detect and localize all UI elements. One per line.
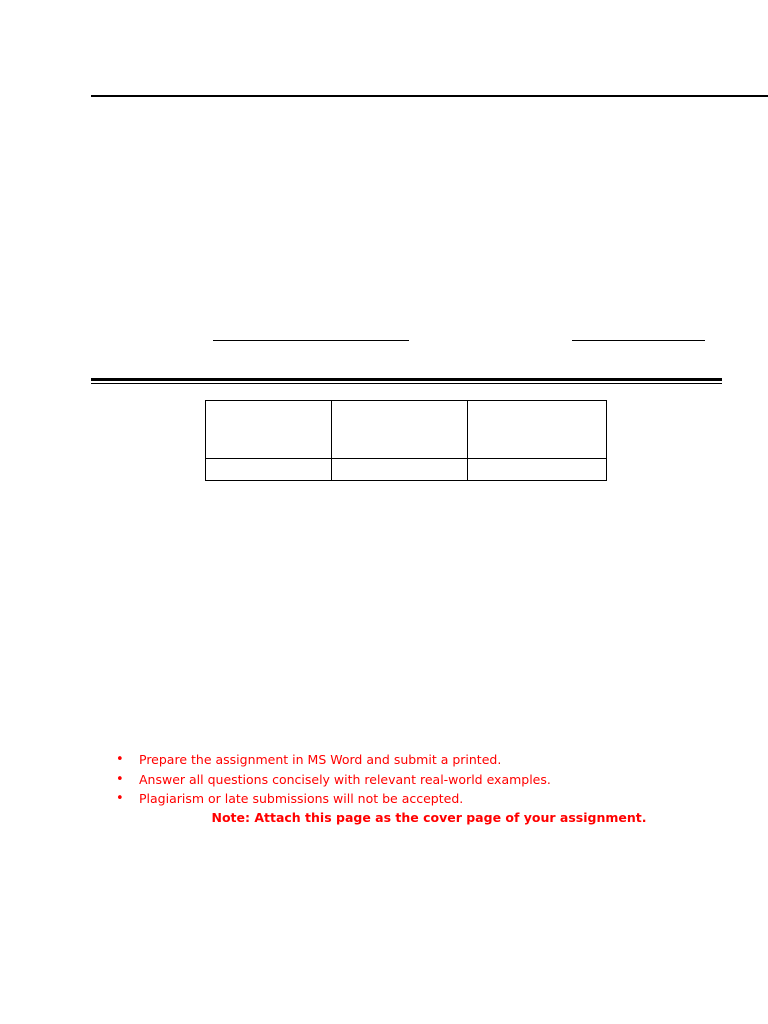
instruction-text: Prepare the assignment in MS Word and submit a printed. [139,752,502,767]
signature-blank-line [213,340,409,341]
table-row [206,459,607,481]
date-blank-line [572,340,705,341]
bullet-icon: • [116,771,124,787]
double-rule-thin-line [91,383,722,384]
cover-page-note: Note: Attach this page as the cover page of your assignment. [211,810,647,825]
top-horizontal-rule [91,95,768,97]
table-cell [468,401,607,459]
instruction-text: Plagiarism or late submissions will not be accepted. [139,791,464,806]
double-rule-thick-line [91,378,722,381]
list-item [110,770,730,790]
table-cell [206,401,332,459]
instruction-text: Answer all questions concisely with relevant real-world examples. [139,771,551,787]
list-item [110,750,730,770]
marks-table [205,400,607,481]
list-item [110,789,730,809]
table-cell [206,459,332,481]
table-cell [468,459,607,481]
bullet-icon: • [116,752,124,767]
double-horizontal-rule [91,378,722,384]
bullet-icon: • [116,791,124,806]
instructions-list [110,750,730,809]
table-cell [332,459,468,481]
table-header-row [206,401,607,459]
table-cell [332,401,468,459]
